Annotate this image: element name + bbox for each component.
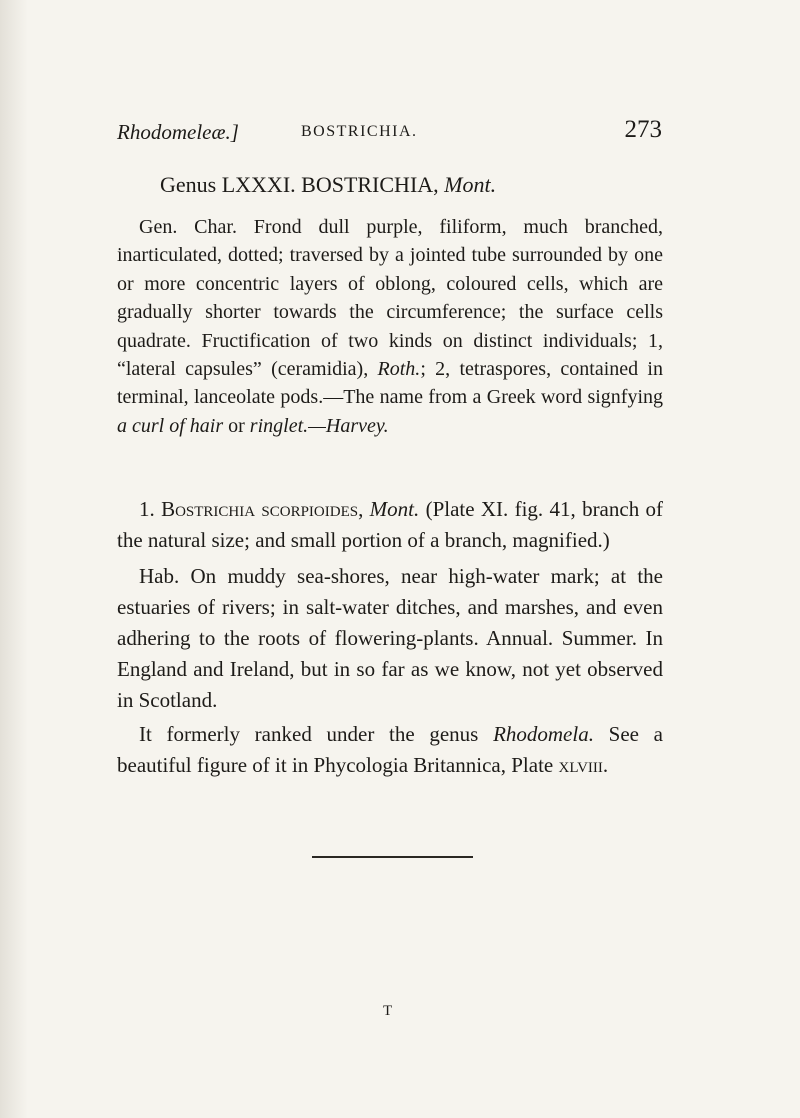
signature-mark: T [383, 1003, 393, 1019]
roth-reference: Roth. [377, 358, 421, 381]
running-head [117, 116, 662, 154]
genus-heading [160, 172, 680, 198]
note-genus: Rhodomela. [493, 722, 594, 746]
note-plate: xlviii. [558, 753, 609, 777]
etymology-or: or [223, 414, 250, 437]
generic-character-paragraph [117, 213, 663, 440]
note-paragraph [117, 719, 663, 781]
etymology-ringlet: ringlet.—Harvey. [249, 414, 389, 437]
species-number: 1. [139, 497, 155, 521]
genus-heading-authority: Mont. [444, 172, 497, 197]
species-plate-reference: (Plate XI. fig. 41, branch of the natural size; and small portion of a branch, magnified.) [117, 497, 664, 552]
page-number: 273 [624, 116, 662, 143]
note-text: It formerly ranked under the genus [139, 722, 479, 746]
running-head-section: Rhodomeleæ.] [117, 120, 239, 144]
etymology-curl: a curl of hair [117, 414, 224, 437]
running-head-title: BOSTRICHIA. [301, 123, 418, 140]
note-text-2: See a beautiful figure of it in Phycologia Britannica, Plate [117, 722, 664, 777]
species-name: Bostrichia scorpioides, [161, 497, 364, 521]
page-edge-shadow [0, 0, 28, 1118]
habitat-text: Hab. On muddy sea-shores, near high-water mark; at the estuaries of rivers; in salt-water ditches, and marshes, and even adhering to the roots of flowering-plants. Annual. Summer. In England and Ireland, but in so far as we know, not yet observed in Scotland. [117, 564, 663, 712]
generic-character-text: Gen. Char. Frond dull purple, filiform, much branched, inarticulated, dotted; traversed by a jointed tube surrounded by one or more concentric layers of oblong, coloured cells, which are gradually shorter towards the circumference; the surface cells quadrate. Fructification of two kinds on distinct individuals; 1, “lateral capsules” (ceramidia), [117, 216, 663, 381]
species-paragraph [117, 494, 663, 556]
habitat-paragraph [117, 561, 663, 716]
section-divider [312, 856, 473, 858]
species-authority: Mont. [369, 497, 420, 521]
generic-character-text-2: ; 2, tetraspores, contained in terminal, lanceolate pods.—The name from a Greek word signfying [117, 358, 663, 409]
genus-heading-title: Genus LXXXI. BOSTRICHIA, [160, 172, 439, 197]
